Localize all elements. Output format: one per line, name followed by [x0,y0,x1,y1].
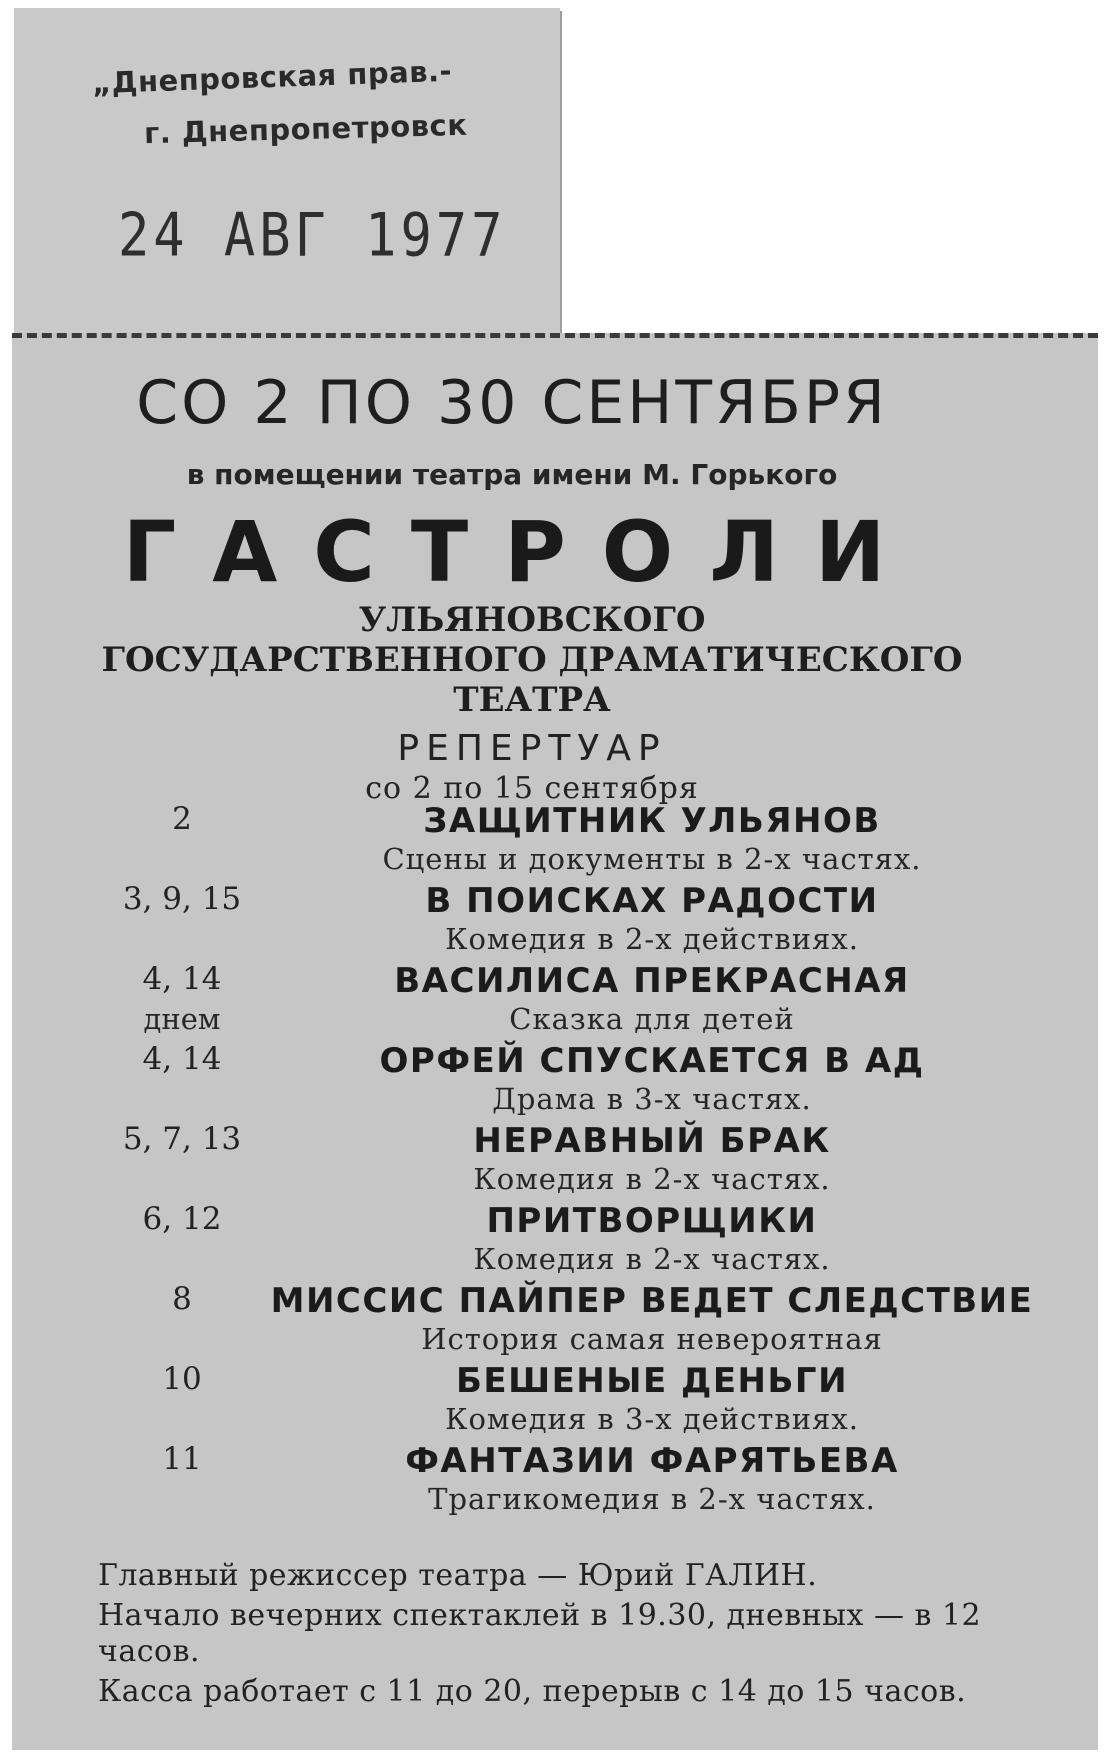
play-title: НЕРАВНЫЙ БРАК [473,1121,831,1161]
start-times-line: Начало вечерних спектаклей в 19.30, дневных — в 12 часов. [98,1598,982,1669]
performance-dates: 3, 9, 15 [122,881,242,917]
repertoire-row [12,882,1098,962]
play-title: МИССИС ПАЙПЕР ВЕДЕТ СЛЕДСТВИЕ [270,1281,1034,1321]
play-title: ПРИТВОРЩИКИ [486,1201,818,1241]
repertoire-row [12,962,1098,1042]
play-genre: Комедия в 2-х частях. [473,1162,831,1196]
theatre-name-line: ГОСУДАРСТВЕННОГО ДРАМАТИЧЕСКОГО [101,640,963,680]
repertoire-list [12,802,1098,1522]
performance-dates: 6, 12 [142,1201,222,1237]
play-genre: Сказка для детей [509,1002,795,1036]
performance-dates: 5, 7, 13 [122,1121,242,1157]
play-genre: Комедия в 2-х действиях. [445,922,859,956]
performance-dates: 2 [172,801,192,837]
tour-dates-heading: СО 2 ПО 30 СЕНТЯБРЯ [136,368,888,438]
performance-dates: 8 [172,1281,192,1317]
stamp-newspaper-name: „Днепровская прав.- [91,53,453,101]
play-genre: Комедия в 2-х частях. [473,1242,831,1276]
repertoire-heading: РЕПЕРТУАР [397,728,667,769]
repertoire-row [12,1282,1098,1362]
performance-dates: 4, 14 [142,961,222,997]
tour-title: ГАСТРОЛИ [122,503,922,601]
repertoire-row [12,1122,1098,1202]
announcement-clipping [12,333,1098,1750]
play-genre: Сцены и документы в 2-х частях. [382,842,922,876]
play-genre: Трагикомедия в 2-х частях. [428,1482,876,1516]
play-title: ФАНТАЗИИ ФАРЯТЬЕВА [405,1441,899,1481]
performance-dates: 4, 14 [142,1041,222,1077]
performance-time-note: днем [143,1002,221,1036]
repertoire-row [12,1442,1098,1522]
play-title: БЕШЕНЫЕ ДЕНЬГИ [455,1361,849,1401]
theatre-name [12,600,1052,720]
performance-dates: 10 [162,1361,202,1397]
performance-dates: 11 [162,1441,202,1477]
stamp-date: 24 АВГ 1977 [118,201,507,271]
footer-notes [98,1558,1078,1714]
theatre-name-line: ТЕАТРА [453,680,611,720]
play-title: ОРФЕЙ СПУСКАЕТСЯ В АД [379,1041,925,1081]
repertoire-row [12,1042,1098,1122]
play-genre: История самая невероятная [421,1322,883,1356]
box-office-line: Касса работает с 11 до 20, перерыв с 14 до 15 часов. [98,1674,967,1709]
venue-line: в помещении театра имени М. Горького [186,458,838,491]
repertoire-row [12,1202,1098,1282]
play-title: В ПОИСКАХ РАДОСТИ [425,881,879,921]
theatre-name-line: УЛЬЯНОВСКОГО [358,600,706,640]
repertoire-period: со 2 по 15 сентября [365,771,699,806]
play-genre: Драма в 3-х частях. [492,1082,812,1116]
play-title: ВАСИЛИСА ПРЕКРАСНАЯ [394,961,910,1001]
repertoire-row [12,1362,1098,1442]
play-title: ЗАЩИТНИК УЛЬЯНОВ [423,801,881,841]
stamp-city: г. Днепропетровск [143,107,468,151]
repertoire-row [12,802,1098,882]
chief-director-line: Главный режиссер театра — Юрий ГАЛИН. [98,1558,818,1593]
newspaper-stamp [14,8,560,338]
play-genre: Комедия в 3-х действиях. [445,1402,859,1436]
